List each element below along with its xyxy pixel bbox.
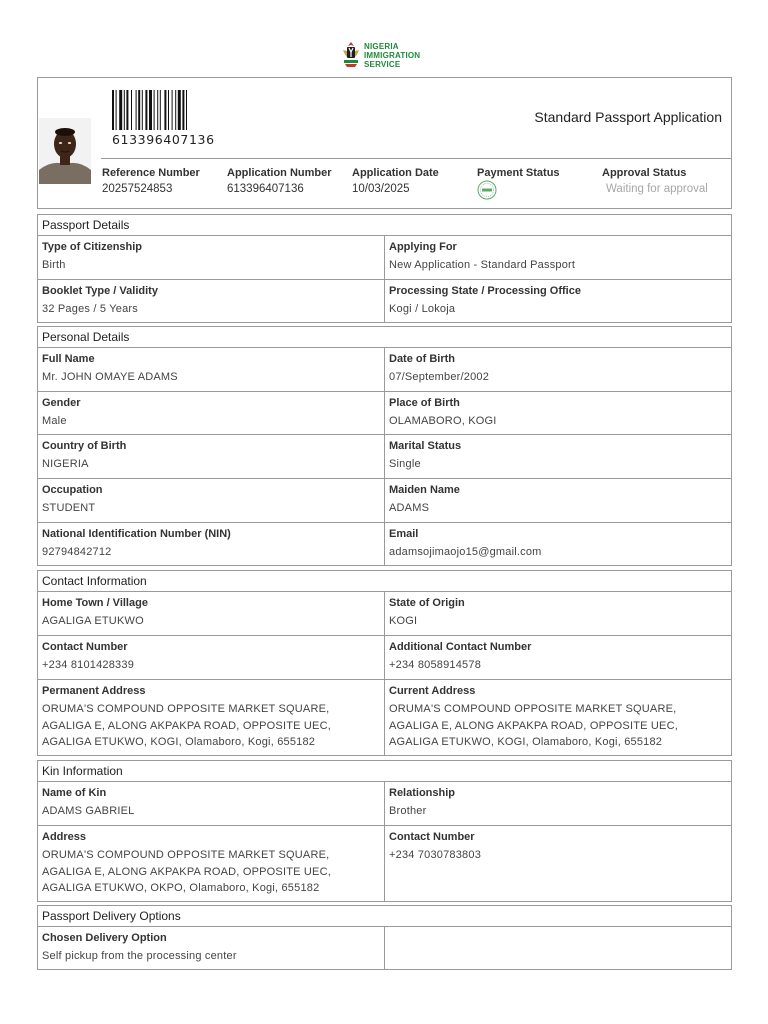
application-date-label: Application Date — [352, 167, 439, 179]
field-cell — [384, 592, 731, 635]
field-label: Type of Citizenship — [42, 241, 143, 253]
field-cell — [38, 826, 384, 901]
table-row — [38, 636, 731, 680]
field-value: Kogi / Lokoja — [389, 303, 456, 315]
field-value: Mr. JOHN OMAYE ADAMS — [42, 371, 178, 383]
kin-information-section — [37, 760, 732, 902]
empty-cell — [384, 927, 731, 969]
field-cell — [384, 826, 731, 901]
field-cell — [384, 348, 731, 391]
field-label: Booklet Type / Validity — [42, 285, 158, 297]
table-row — [38, 479, 731, 523]
field-cell — [384, 280, 731, 322]
field-label: Country of Birth — [42, 440, 127, 452]
table-row — [38, 523, 731, 565]
field-label: Chosen Delivery Option — [42, 932, 167, 944]
field-label: Full Name — [42, 353, 95, 365]
field-cell — [38, 479, 384, 522]
delivery-options-section — [37, 905, 732, 970]
reference-number-value: 20257524853 — [102, 183, 173, 195]
application-date-value: 10/03/2025 — [352, 183, 410, 195]
field-cell — [38, 782, 384, 825]
field-value: 07/September/2002 — [389, 371, 490, 383]
approval-status-block — [602, 167, 708, 195]
field-value: STUDENT — [42, 502, 96, 514]
table-row — [38, 236, 731, 280]
field-value: adamsojimaojo15@gmail.com — [389, 546, 542, 558]
personal-details-section — [37, 326, 732, 566]
logo-line-2: IMMIGRATION — [364, 50, 421, 60]
field-label: Maiden Name — [389, 484, 460, 496]
table-row — [38, 592, 731, 636]
payment-status-label: Payment Status — [477, 167, 560, 179]
field-cell — [384, 523, 731, 565]
field-value: Birth — [42, 259, 66, 271]
approval-status-value: Waiting for approval — [606, 183, 708, 195]
logo-line-3: SERVICE — [364, 59, 401, 69]
field-value: ADAMS GABRIEL — [42, 805, 135, 817]
table-row — [38, 782, 731, 826]
field-value: 92794842712 — [42, 546, 112, 558]
table-row — [38, 927, 731, 969]
field-value: ADAMS — [389, 502, 430, 514]
logo-line-1: NIGERIA — [364, 41, 399, 51]
field-label: Date of Birth — [389, 353, 455, 365]
field-value: Male — [42, 415, 67, 427]
field-value: ORUMA'S COMPOUND OPPOSITE MARKET SQUARE, AGALIGA E, ALONG AKPAKPA ROAD, OPPOSITE UEC, AGALIGA ETUKWO, OKPO, Olamaboro, Kogi, 655182 — [42, 849, 331, 894]
field-label: Current Address — [389, 685, 476, 697]
section-title: Personal Details — [38, 327, 731, 348]
field-value: KOGI — [389, 615, 418, 627]
payment-status-block — [477, 167, 560, 205]
field-label: Gender — [42, 397, 81, 409]
field-label: Contact Number — [42, 641, 128, 653]
field-label: Applying For — [389, 241, 457, 253]
table-row — [38, 435, 731, 479]
field-value: AGALIGA ETUKWO — [42, 615, 144, 627]
application-type-title: Standard Passport Application — [534, 109, 722, 125]
barcode-graphic — [112, 90, 208, 130]
paid-stamp-icon — [477, 180, 497, 200]
contact-information-section — [37, 570, 732, 756]
field-value: Self pickup from the processing center — [42, 950, 237, 962]
coat-of-arms-icon — [342, 41, 360, 69]
field-value: Single — [389, 458, 421, 470]
field-cell — [38, 280, 384, 322]
field-cell — [384, 782, 731, 825]
field-cell — [384, 636, 731, 679]
application-number-value: 613396407136 — [227, 183, 304, 195]
field-label: Permanent Address — [42, 685, 146, 697]
section-title: Passport Details — [38, 215, 731, 236]
table-row — [38, 392, 731, 435]
reference-number-block — [102, 167, 200, 195]
field-cell — [38, 236, 384, 279]
field-cell — [38, 636, 384, 679]
approval-status-label: Approval Status — [602, 167, 687, 179]
table-row — [38, 348, 731, 392]
field-value: +234 8101428339 — [42, 659, 135, 671]
application-header — [37, 77, 732, 209]
field-value: NIGERIA — [42, 458, 89, 470]
section-title: Kin Information — [38, 761, 731, 782]
field-cell — [384, 236, 731, 279]
table-row — [38, 826, 731, 901]
reference-number-label: Reference Number — [102, 167, 200, 179]
field-cell — [38, 392, 384, 434]
application-number-block — [227, 167, 332, 195]
field-cell — [38, 348, 384, 391]
field-cell — [38, 592, 384, 635]
table-row — [38, 280, 731, 322]
field-label: National Identification Number (NIN) — [42, 528, 231, 540]
field-cell — [384, 435, 731, 478]
field-cell — [38, 680, 384, 755]
application-number-label: Application Number — [227, 167, 332, 179]
field-cell — [384, 680, 731, 755]
field-value: ORUMA'S COMPOUND OPPOSITE MARKET SQUARE, AGALIGA E, ALONG AKPAKPA ROAD, OPPOSITE UEC, AGALIGA ETUKWO, KOGI, Olamaboro, Kogi, 655182 — [42, 703, 331, 748]
field-cell — [384, 479, 731, 522]
field-label: Contact Number — [389, 831, 475, 843]
field-value: ORUMA'S COMPOUND OPPOSITE MARKET SQUARE, AGALIGA E, ALONG AKPAKPA ROAD, OPPOSITE UEC, AGALIGA ETUKWO, KOGI, Olamaboro, Kogi, 655182 — [389, 703, 678, 748]
field-value: New Application - Standard Passport — [389, 259, 576, 271]
barcode-number: 613396407136 — [112, 132, 215, 147]
field-label: Processing State / Processing Office — [389, 285, 581, 297]
field-value: +234 7030783803 — [389, 849, 482, 861]
field-label: Marital Status — [389, 440, 462, 452]
application-date-block — [352, 167, 439, 195]
field-label: Additional Contact Number — [389, 641, 532, 653]
field-label: Place of Birth — [389, 397, 460, 409]
field-label: Email — [389, 528, 419, 540]
field-label: Relationship — [389, 787, 456, 799]
field-label: State of Origin — [389, 597, 465, 609]
field-cell — [38, 435, 384, 478]
section-title: Passport Delivery Options — [38, 906, 731, 927]
field-cell — [38, 927, 384, 969]
field-cell — [38, 523, 384, 565]
passport-details-section — [37, 214, 732, 323]
field-value: +234 8058914578 — [389, 659, 482, 671]
field-value: OLAMABORO, KOGI — [389, 415, 497, 427]
field-label: Address — [42, 831, 87, 843]
field-label: Home Town / Village — [42, 597, 148, 609]
applicant-photo — [39, 118, 91, 184]
field-label: Name of Kin — [42, 787, 107, 799]
field-value: 32 Pages / 5 Years — [42, 303, 138, 315]
field-value: Brother — [389, 805, 427, 817]
table-row — [38, 680, 731, 755]
field-cell — [384, 392, 731, 434]
field-label: Occupation — [42, 484, 103, 496]
nis-logo — [342, 40, 432, 70]
section-title: Contact Information — [38, 571, 731, 592]
